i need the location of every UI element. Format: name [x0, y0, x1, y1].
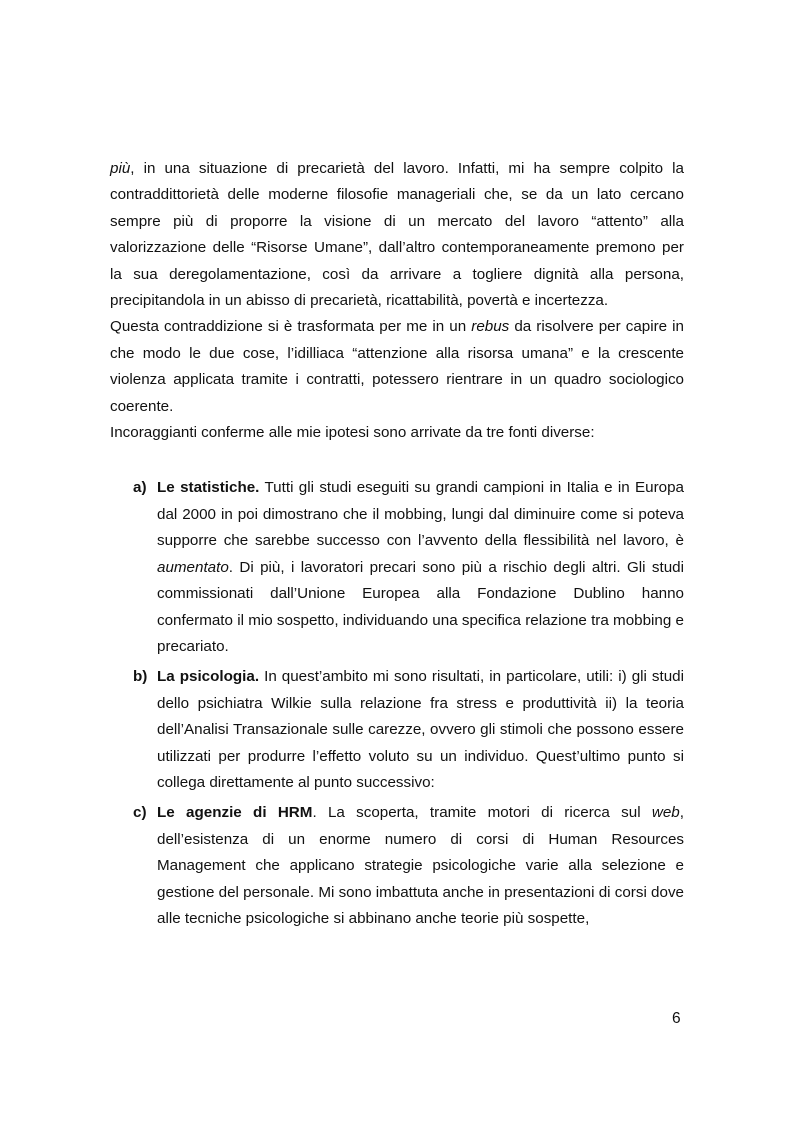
paragraph-1: [110, 156, 684, 314]
paragraph-3: Incoraggianti conferme alle mie ipotesi sono arrivate da tre fonti diverse:: [110, 424, 595, 442]
sources-list: [110, 475, 684, 932]
list-marker-c: c): [133, 804, 147, 822]
list-item-c-title: Le agenzie di HRM: [157, 804, 313, 822]
italic-word-piu: più: [110, 160, 131, 177]
list-item-b-text: In quest’ambito mi sono risultati, in particolare, utili: i) gli studi dello psichiatra Wilkie sulla relazione fra stress e produttività ii) la teoria dell’Analisi Transazionale sulle carezze, ovvero gli stimoli che possono essere utilizzati per produrre l’effetto voluto su un individuo. Quest’ultimo punto si collega direttamente al punto successivo:: [157, 668, 684, 791]
list-marker-b: b): [133, 668, 148, 686]
italic-word-rebus: rebus: [471, 318, 510, 336]
list-item-b-title: La psicologia.: [157, 668, 260, 686]
list-item-c: [110, 800, 684, 932]
paragraph-2-after: da risolvere per capire in che modo le due cose, l’idilliaca “attenzione alla risorsa umana” e la crescente violenza applicata tramite i contratti, potessero rientrare in un quadro sociologico coerente.: [110, 318, 684, 415]
list-item-a-text-1: Tutti gli studi eseguiti su grandi campioni in Italia e in Europa dal 2000 in poi dimostrano che il mobbing, lungi dal diminuire come si poteva supporre che sarebbe successo con l’avvento della flessibilità nel lavoro, è: [157, 479, 684, 550]
list-item-b: [110, 664, 684, 796]
italic-word-aumentato: aumentato: [157, 558, 229, 576]
list-item-a-body: [157, 475, 684, 660]
list-item-c-text-2: , dell’esistenza di un enorme numero di corsi di Human Resources Management che applicano strategie psicologiche varie alla selezione e gestione del personale. Mi sono imbattuta anche in presentazioni di corsi dove alle tecniche psicologiche si abbinano anche teorie più sospette,: [157, 804, 684, 927]
italic-word-web: web: [651, 804, 680, 822]
paragraph-1-text: , in una situazione di precarietà del lavoro. Infatti, mi ha sempre colpito la contraddittorietà delle moderne filosofie manageriali che, se da un lato cercano sempre più di proporre la visione di un mercato del lavoro “attento” alla valorizzazione delle “Risorse Umane”, dall’altro contemporaneamente premono per la sua deregolamentazione, così da arrivare a togliere dignità alla persona, precipitandola in un abisso di precarietà, ricattabilità, povertà e incertezza.: [110, 160, 684, 310]
list-item-a-title: Le statistiche.: [157, 479, 260, 497]
paragraph-2: [110, 314, 684, 420]
list-item-b-body: [157, 664, 684, 796]
list-item-a: [110, 475, 684, 660]
list-item-c-text-1: . La scoperta, tramite motori di ricerca sul: [312, 804, 652, 822]
paragraph-2-before: Questa contraddizione si è trasformata per me in un: [110, 318, 472, 336]
page-number: 6: [672, 1010, 681, 1027]
list-marker-a: a): [133, 479, 147, 497]
list-item-c-body: [157, 800, 684, 932]
page-body: [110, 156, 684, 936]
list-item-a-text-2: . Di più, i lavoratori precari sono più a rischio degli altri. Gli studi commissionati dall’Unione Europea alla Fondazione Dublino hanno confermato il mio sospetto, individuando una specifica relazione tra mobbing e precariato.: [157, 558, 684, 655]
